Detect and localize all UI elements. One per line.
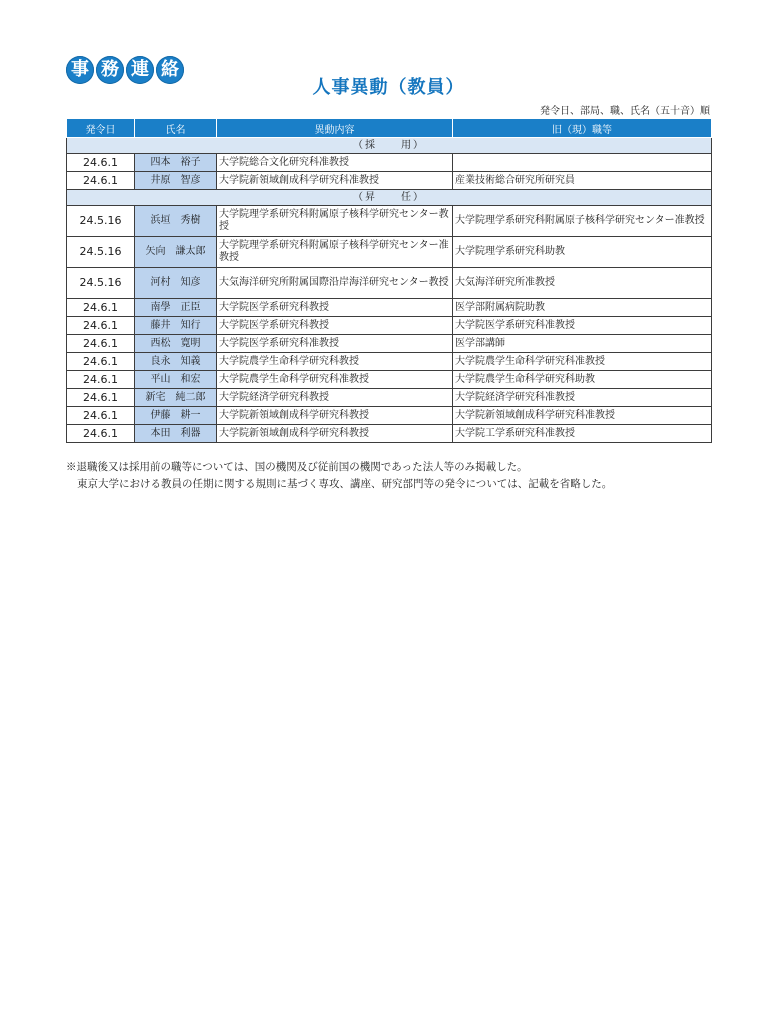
name-cell: 良永 知義: [135, 353, 217, 371]
date-cell: 24.6.1: [67, 407, 135, 425]
table-row: [67, 206, 712, 237]
name-cell: 平山 和宏: [135, 371, 217, 389]
previous-cell: 大学院経済学研究科准教授: [453, 389, 712, 407]
previous-cell: 大学院農学生命科学研究科助教: [453, 371, 712, 389]
date-cell: 24.6.1: [67, 154, 135, 172]
page-title: 人事異動（教員）: [312, 77, 465, 98]
name-cell: 南學 正臣: [135, 299, 217, 317]
badge-char: 連: [126, 56, 154, 84]
content-cell: 大学院医学系研究科教授: [217, 317, 453, 335]
name-cell: 河村 知彦: [135, 268, 217, 299]
content-cell: 大気海洋研究所附属国際沿岸海洋研究センター教授: [217, 268, 453, 299]
name-cell: 西松 寛明: [135, 335, 217, 353]
name-cell: 藤井 知行: [135, 317, 217, 335]
date-cell: 24.5.16: [67, 268, 135, 299]
table-header-row: [67, 119, 712, 138]
table-row: [67, 425, 712, 443]
previous-cell: 大学院理学系研究科助教: [453, 237, 712, 268]
name-cell: 矢向 謙太郎: [135, 237, 217, 268]
table-row: [67, 407, 712, 425]
table-row: [67, 268, 712, 299]
content-cell: 大学院総合文化研究科准教授: [217, 154, 453, 172]
personnel-table: [66, 118, 712, 443]
content-cell: 大学院医学系研究科教授: [217, 299, 453, 317]
badge-char: 務: [96, 56, 124, 84]
badge-char: 事: [66, 56, 94, 84]
content-cell: 大学院新領域創成科学研究科教授: [217, 407, 453, 425]
date-cell: 24.6.1: [67, 425, 135, 443]
name-cell: 浜垣 秀樹: [135, 206, 217, 237]
table-row: [67, 154, 712, 172]
content-cell: 大学院医学系研究科准教授: [217, 335, 453, 353]
previous-cell: 大気海洋研究所准教授: [453, 268, 712, 299]
table-row: [67, 172, 712, 190]
content-cell: 大学院理学系研究科附属原子核科学研究センター准教授: [217, 237, 453, 268]
date-cell: 24.6.1: [67, 172, 135, 190]
date-cell: 24.6.1: [67, 317, 135, 335]
content-cell: 大学院農学生命科学研究科教授: [217, 353, 453, 371]
name-cell: 伊藤 耕一: [135, 407, 217, 425]
footnotes: [66, 459, 726, 493]
table-row: [67, 237, 712, 268]
previous-cell: 大学院新領域創成科学研究科准教授: [453, 407, 712, 425]
name-cell: 本田 利器: [135, 425, 217, 443]
date-cell: 24.6.1: [67, 353, 135, 371]
name-cell: 新宅 純二郎: [135, 389, 217, 407]
table-row: [67, 317, 712, 335]
content-cell: 大学院理学系研究科附属原子核科学研究センター教授: [217, 206, 453, 237]
previous-cell: 大学院農学生命科学研究科准教授: [453, 353, 712, 371]
section-row: [67, 190, 712, 206]
previous-cell: 大学院医学系研究科准教授: [453, 317, 712, 335]
table-row: [67, 335, 712, 353]
name-cell: 井原 智彦: [135, 172, 217, 190]
previous-cell: 大学院工学系研究科准教授: [453, 425, 712, 443]
column-header-date: 発令日: [67, 119, 135, 138]
date-cell: 24.6.1: [67, 299, 135, 317]
content-cell: 大学院新領域創成科学研究科教授: [217, 425, 453, 443]
table-row: [67, 299, 712, 317]
content-cell: 大学院新領域創成科学研究科准教授: [217, 172, 453, 190]
previous-cell: 医学部附属病院助教: [453, 299, 712, 317]
content-cell: 大学院経済学研究科教授: [217, 389, 453, 407]
table-row: [67, 353, 712, 371]
previous-cell: 医学部講師: [453, 335, 712, 353]
order-note: 発令日、部局、職、氏名（五十音）順: [540, 106, 710, 117]
section-label: （昇 任）: [67, 190, 712, 206]
section-row: [67, 138, 712, 154]
date-cell: 24.5.16: [67, 237, 135, 268]
previous-cell: [453, 154, 712, 172]
date-cell: 24.6.1: [67, 389, 135, 407]
column-header-name: 氏名: [135, 119, 217, 138]
previous-cell: 産業技術総合研究所研究員: [453, 172, 712, 190]
table-row: [67, 371, 712, 389]
footnote-retirement: ※退職後又は採用前の職等については、国の機関及び従前国の機関であった法人等のみ掲載した。: [66, 461, 528, 473]
section-label: （採 用）: [67, 138, 712, 154]
date-cell: 24.6.1: [67, 371, 135, 389]
date-cell: 24.5.16: [67, 206, 135, 237]
column-header-previous: 旧（現）職等: [453, 119, 712, 138]
badge-char: 絡: [156, 56, 184, 84]
content-cell: 大学院農学生命科学研究科准教授: [217, 371, 453, 389]
previous-cell: 大学院理学系研究科附属原子核科学研究センター准教授: [453, 206, 712, 237]
column-header-content: 異動内容: [217, 119, 453, 138]
table-row: [67, 389, 712, 407]
footnote-omission: 東京大学における教員の任期に関する規則に基づく専攻、講座、研究部門等の発令については、記載を省略した。: [77, 478, 613, 490]
name-cell: 四本 裕子: [135, 154, 217, 172]
date-cell: 24.6.1: [67, 335, 135, 353]
